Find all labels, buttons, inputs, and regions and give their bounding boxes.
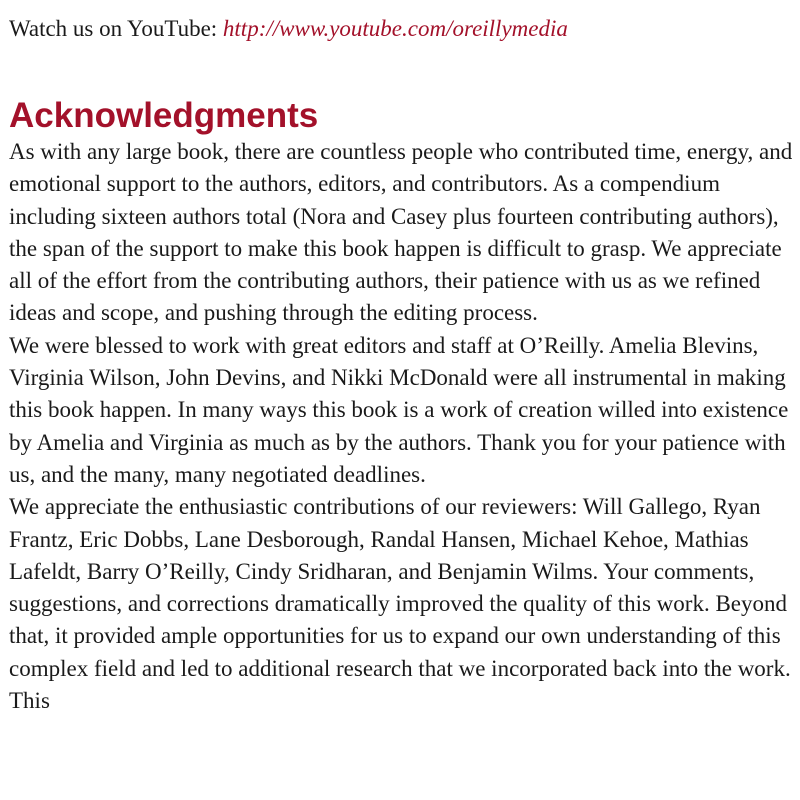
- youtube-line: [9, 0, 795, 45]
- paragraph-3: We appreciate the enthusiastic contributions of our reviewers: Will Gallego, Ryan Frantz, Eric Dobbs, Lane Desborough, Randal Hansen, Michael Kehoe, Mathias Lafeldt, Barry O’Reilly, Cindy Sridharan, and Benjamin Wilms. Your comments, suggestions, and corrections dramatically improved the quality of this work. Beyond that, it provided ample opportunities for us to expand our own understanding of this complex field and led to additional research that we incorporated back into the work. This: [9, 494, 791, 714]
- paragraph-1: As with any large book, there are countless people who contributed time, energy, and emotional support to the authors, editors, and contributors. As a compendium including sixteen authors total (Nora and Casey plus fourteen contributing authors), the span of the support to make this book happen is difficult to grasp. We appreciate all of the effort from the contributing authors, their patience with us as we refined ideas and scope, and pushing through the editing process.: [9, 139, 793, 326]
- youtube-label: Watch us on YouTube:: [9, 16, 223, 41]
- paragraph-2: We were blessed to work with great editors and staff at O’Reilly. Amelia Blevins, Virginia Wilson, John Devins, and Nikki McDonald were all instrumental in making this book happen. In many ways this book is a work of creation willed into existence by Amelia and Virginia as much as by the authors. Thank you for your patience with us, and the many, many negotiated deadlines.: [9, 332, 789, 487]
- youtube-link[interactable]: http://www.youtube.com/oreillymedia: [222, 16, 568, 41]
- section-heading: Acknowledgments: [9, 96, 319, 135]
- document-page: [9, 0, 795, 717]
